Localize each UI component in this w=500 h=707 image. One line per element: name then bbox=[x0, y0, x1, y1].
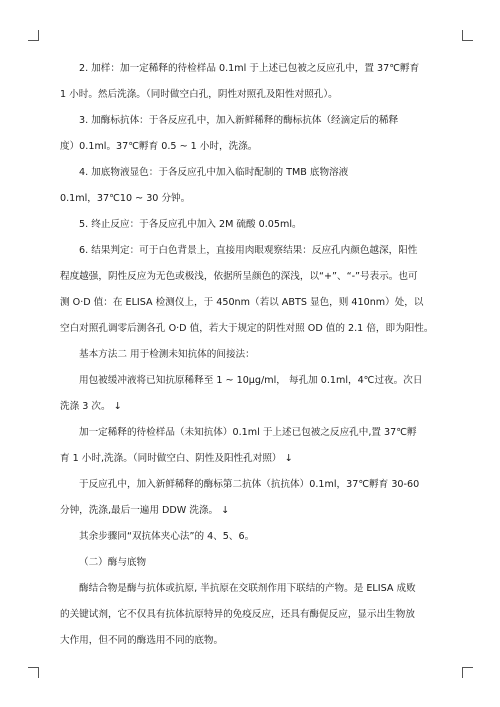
method-2-remaining-steps: 其余步骤同“双抗体夹心法”的 4、5、6。 bbox=[79, 531, 255, 542]
method-2-step-1-line-1: 用包被缓冲液将已知抗原稀释至 1 ~ 10μg/ml， 每孔加 0.1ml，4℃过夜。次日 bbox=[79, 375, 423, 386]
enzyme-para-line-1: 酶结合物是酶与抗体或抗原, 半抗原在交联剂作用下联结的产物。是 ELISA 成败 bbox=[79, 583, 416, 594]
step-4-line-2: 0.1ml，37℃10 ~ 30 分钟。 bbox=[60, 193, 191, 204]
step-2-line-1: 2. 加样：加一定稀释的待检样品 0.1ml 于上述已包被之反应孔中，置 37℃孵育 bbox=[79, 63, 420, 74]
enzyme-para-line-2: 的关键试剂，它不仅具有抗体抗原特异的免疫反应，还具有酶促反应，显示出生物放 bbox=[60, 609, 415, 620]
body-text bbox=[60, 62, 440, 660]
crop-mark-top-left bbox=[28, 30, 39, 41]
step-6-line-3: 测 O·D 值：在 ELISA 检测仪上，于 450nm（若以 ABTS 显色，则 410nm）处，以 bbox=[60, 297, 424, 308]
crop-mark-bottom-right bbox=[462, 667, 473, 678]
step-3-line-1: 3. 加酶标抗体：于各反应孔中，加入新鲜稀释的酶标抗体（经滴定后的稀释 bbox=[79, 115, 399, 126]
crop-mark-top-right bbox=[462, 30, 473, 41]
step-6-line-2: 程度越强，阴性反应为无色或极浅，依据所呈颜色的深浅，以“+”、“-”号表示。也可 bbox=[60, 271, 418, 282]
step-4-line-1: 4. 加底物液显色：于各反应孔中加入临时配制的 TMB 底物溶液 bbox=[79, 167, 349, 178]
step-3-line-2: 度）0.1ml。37℃孵育 0.5 ~ 1 小时，洗涤。 bbox=[60, 141, 258, 152]
method-2-heading: 基本方法二 用于检测未知抗体的间接法： bbox=[79, 349, 255, 360]
step-5-line: 5. 终止反应：于各反应孔中加入 2M 硫酸 0.05ml。 bbox=[79, 219, 302, 230]
step-6-line-1: 6. 结果判定：可于白色背景上，直接用肉眼观察结果：反应孔内颜色越深，阳性 bbox=[79, 245, 418, 256]
method-2-step-2-line-2: 育 1 小时,洗涤。（同时做空白、阴性及阳性孔对照） ↓ bbox=[60, 453, 293, 464]
section-heading-enzyme-substrate: （二）酶与底物 bbox=[79, 557, 147, 568]
enzyme-para-line-3: 大作用，但不同的酶选用不同的底物。 bbox=[60, 635, 224, 646]
method-2-step-2-line-1: 加一定稀释的待检样品（未知抗体）0.1ml 于上述已包被之反应孔中,置 37℃孵 bbox=[79, 427, 417, 438]
method-2-step-3-line-2: 分钟，洗涤,最后一遍用 DDW 洗涤。 ↓ bbox=[60, 505, 230, 516]
crop-mark-bottom-left bbox=[28, 667, 39, 678]
method-2-step-3-line-1: 于反应孔中，加入新鲜稀释的酶标第二抗体（抗抗体）0.1ml，37℃孵育 30-60 bbox=[79, 479, 420, 490]
method-2-step-1-line-2: 洗涤 3 次。 ↓ bbox=[60, 401, 122, 412]
step-6-line-4: 空白对照孔调零后测各孔 O·D 值，若大于规定的阴性对照 OD 值的 2.1 倍，即为阳性。 bbox=[60, 323, 434, 334]
step-2-line-2: 1 小时。然后洗涤。（同时做空白孔，阴性对照孔及阳性对照孔）。 bbox=[60, 89, 338, 100]
